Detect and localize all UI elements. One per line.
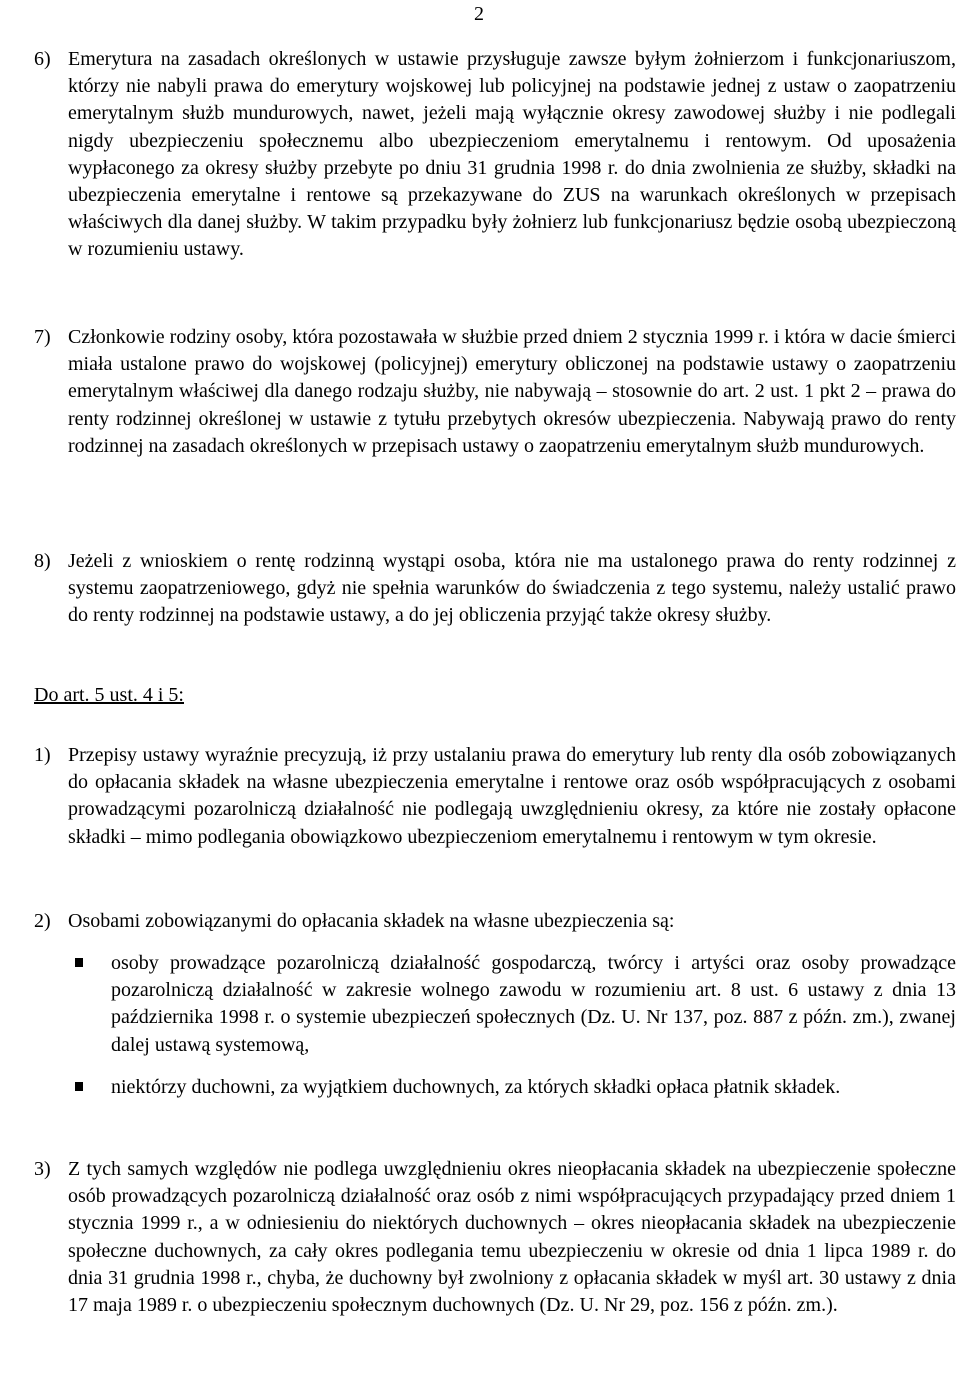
- section-heading: Do art. 5 ust. 4 i 5:: [34, 684, 184, 706]
- list-item-number: 1): [34, 744, 51, 766]
- list-item-number: 3): [34, 1158, 51, 1180]
- bullet-text: niektórzy duchowni, za wyjątkiem duchownych, za których składki opłaca płatnik składek.: [111, 1075, 841, 1098]
- list-item-6: [34, 46, 956, 264]
- list-item-text: Osobami zobowiązanymi do opłacania składek na własne ubezpieczenia są:: [68, 910, 675, 932]
- list-item-text: Członkowie rodziny osoby, która pozostawała w służbie przed dniem 2 stycznia 1999 r. i która w dacie śmierci miała ustalone prawo do wojskowej (policyjnej) emerytury obliczonej na podstawie ustawy o zaopatrzeniu emerytalnym właściwej dla danego rodzaju służby, nie nabywają – stosownie do art. 2 ust. 1 pkt 2 – prawa do renty rodzinnej określonej w ustawie z tytułu przebytych okresów ubezpieczenia. Nabywają prawo do renty rodzinnej na zasadach określonych w przepisach ustawy o zaopatrzeniu emerytalnym służb mundurowych.: [68, 326, 956, 457]
- list-item-1: [34, 742, 956, 851]
- list-item-8: [34, 548, 956, 630]
- list-item-number: 2): [34, 910, 51, 932]
- page-number: 2: [474, 3, 484, 25]
- list-item-text: Z tych samych względów nie podlega uwzględnieniu okres nieopłacania składek na ubezpieczenie społeczne osób prowadzących pozarolniczą działalność oraz osób z nimi współpracujących przypadający przed dniem 1 stycznia 1999 r., a w odniesieniu do niektórych duchownych – okres nieopłacania składek na ubezpieczenie społeczne duchownych, za cały okres podlegania temu ubezpieczeniu w okresie od dnia 1 lipca 1989 r. do dnia 31 grudnia 1998 r., chyba, że duchowny był zwolniony z opłacania składek w myśl art. 30 ustawy z dnia 17 maja 1989 r. o ubezpieczeniu społecznym duchownych (Dz. U. Nr 29, poz. 156 z późn. zm.).: [68, 1158, 956, 1317]
- list-item-text: Jeżeli z wnioskiem o rentę rodzinną wystąpi osoba, która nie ma ustalonego prawa do renty rodzinnej z systemu zaopatrzeniowego, gdyż nie spełnia warunków do świadczenia z tego systemu, należy ustalić prawo do renty rodzinnej na podstawie ustawy, a do jej obliczenia przyjąć także okresy służby.: [68, 550, 956, 627]
- list-item-text: Emerytura na zasadach określonych w ustawie przysługuje zawsze byłym żołnierzom i funkcjonariuszom, którzy nie nabyli prawa do emerytury wojskowej lub policyjnej na podstawie jednej z ustaw o zaopatrzeniu emerytalnym służb mundurowych, nawet, jeżeli mają wyłącznie okresy zawodowej służby i nie podlegali nigdy ubezpieczeniu społecznemu albo ubezpieczeniom emerytalnemu i rentowym. Od uposażenia wypłaconego za okresy służby przebyte po dniu 31 grudnia 1998 r. do dnia zwolnienia ze służby, składki na ubezpieczenia emerytalne i rentowe są przekazywane do ZUS na warunkach określonych w przepisach właściwych dla danej służby. W takim przypadku były żołnierz lub funkcjonariusz będzie osobą ubezpieczoną w rozumieniu ustawy.: [68, 48, 956, 261]
- bullet-item: [75, 950, 956, 1059]
- list-item-7: [34, 324, 956, 460]
- list-item-3: [34, 1156, 956, 1319]
- bullet-text: osoby prowadzące pozarolniczą działalność gospodarczą, twórcy i artyści oraz osoby prowadzące pozarolniczą działalność w zakresie wolnego zawodu w rozumieniu art. 8 ust. 6 ustawy z dnia 13 października 1998 r. o systemie ubezpieczeń społecznych (Dz. U. Nr 137, poz. 887 z późn. zm.), zwanej dalej ustawą systemową,: [111, 952, 956, 1056]
- square-bullet-icon: [75, 958, 83, 967]
- list-item-number: 6): [34, 48, 51, 70]
- list-item-text: Przepisy ustawy wyraźnie precyzują, iż przy ustalaniu prawa do emerytury lub renty dla osób zobowiązanych do opłacania składek na własne ubezpieczenia emerytalne i rentowe oraz osób współpracujących z osobami prowadzącymi pozarolniczą działalność nie podlegają uwzględnieniu okresy, za które nie zostały opłacone składki – mimo podlegania obowiązkowo ubezpieczeniom emerytalnemu i rentowym w tym okresie.: [68, 744, 956, 848]
- list-item-number: 7): [34, 326, 51, 348]
- bullet-item: [75, 1074, 956, 1101]
- bullet-list: [75, 950, 956, 1101]
- square-bullet-icon: [75, 1082, 83, 1091]
- list-item-2: [34, 908, 956, 935]
- list-item-number: 8): [34, 550, 51, 572]
